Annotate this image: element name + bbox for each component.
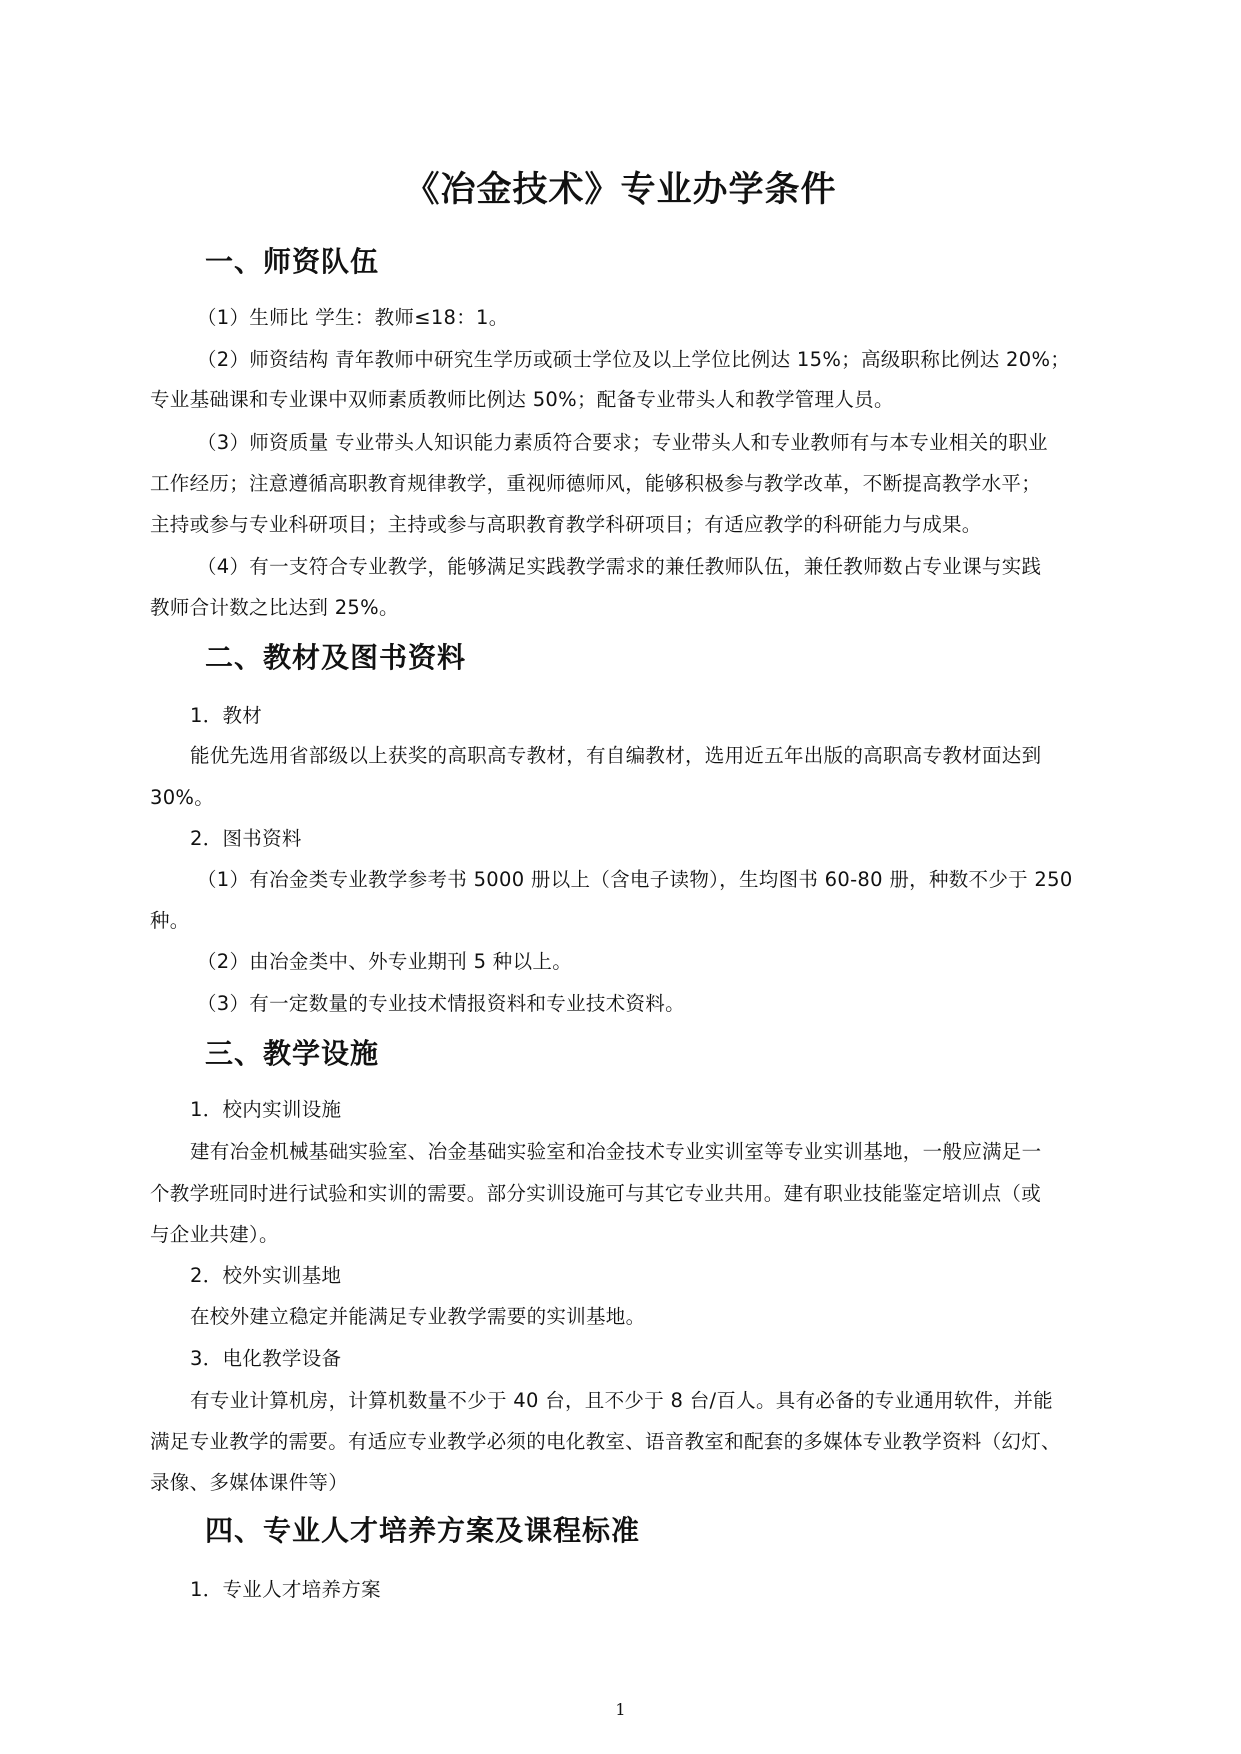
subsection-heading: 1．教材 — [190, 704, 263, 727]
paragraph-line: 能优先选用省部级以上获奖的高职高专教材，有自编教材，选用近五年出版的高职高专教材面达到 — [190, 744, 1042, 767]
paragraph-line: （3）有一定数量的专业技术情报资料和专业技术资料。 — [197, 992, 685, 1015]
paragraph-line: 种。 — [150, 909, 190, 932]
paragraph-line: （1）生师比 学生：教师≤18：1。 — [197, 306, 509, 329]
paragraph-line: （4）有一支符合专业教学，能够满足实践教学需求的兼任教师队伍，兼任教师数占专业课与实践 — [197, 555, 1042, 578]
paragraph-line: 录像、多媒体课件等） — [150, 1471, 349, 1494]
paragraph-line: 与企业共建）。 — [150, 1223, 279, 1246]
paragraph-line: 满足专业教学的需要。有适应专业教学必须的电化教室、语音教室和配套的多媒体专业教学资料（幻灯、 — [150, 1430, 1061, 1453]
paragraph-line: 个教学班同时进行试验和实训的需要。部分实训设施可与其它专业共用。建有职业技能鉴定培训点（或 — [150, 1182, 1042, 1205]
paragraph-line: 专业基础课和专业课中双师素质教师比例达 50%；配备专业带头人和教学管理人员。 — [150, 388, 894, 411]
page-number: 1 — [615, 1700, 626, 1719]
paragraph-line: 教师合计数之比达到 25%。 — [150, 596, 399, 619]
document-title: 《冶金技术》专业办学条件 — [404, 170, 837, 210]
paragraph-line: （3）师资质量 专业带头人知识能力素质符合要求；专业带头人和专业教师有与本专业相关的职业 — [197, 431, 1048, 454]
subsection-heading: 2．图书资料 — [190, 827, 302, 850]
section-heading-faculty: 一、师资队伍 — [205, 245, 380, 278]
paragraph-line: （2）由冶金类中、外专业期刊 5 种以上。 — [197, 950, 573, 973]
paragraph-line: 30%。 — [150, 786, 215, 809]
section-heading-facilities: 三、教学设施 — [205, 1037, 380, 1070]
section-heading-textbooks: 二、教材及图书资料 — [205, 641, 467, 674]
paragraph-line: 建有冶金机械基础实验室、冶金基础实验室和冶金技术专业实训室等专业实训基地，一般应满足一 — [190, 1140, 1042, 1163]
subsection-heading: 3．电化教学设备 — [190, 1347, 342, 1370]
paragraph-line: （1）有冶金类专业教学参考书 5000 册以上（含电子读物），生均图书 60-80 册，种数不少于 250 — [197, 868, 1073, 891]
subsection-heading: 1．校内实训设施 — [190, 1098, 342, 1121]
paragraph-line: 工作经历；注意遵循高职教育规律教学，重视师德师风，能够积极参与教学改革，不断提高教学水平； — [150, 472, 1042, 495]
subsection-heading: 1．专业人才培养方案 — [190, 1578, 381, 1601]
subsection-heading: 2．校外实训基地 — [190, 1264, 342, 1287]
paragraph-line: （2）师资结构 青年教师中研究生学历或硕士学位及以上学位比例达 15%；高级职称比例达 20%； — [197, 348, 1071, 371]
paragraph-line: 有专业计算机房，计算机数量不少于 40 台，且不少于 8 台/百人。具有必备的专业通用软件，并能 — [190, 1389, 1053, 1412]
section-heading-curriculum: 四、专业人才培养方案及课程标准 — [205, 1514, 641, 1547]
paragraph-line: 主持或参与专业科研项目；主持或参与高职教育教学科研项目；有适应教学的科研能力与成果。 — [150, 513, 982, 536]
paragraph-line: 在校外建立稳定并能满足专业教学需要的实训基地。 — [190, 1305, 646, 1328]
